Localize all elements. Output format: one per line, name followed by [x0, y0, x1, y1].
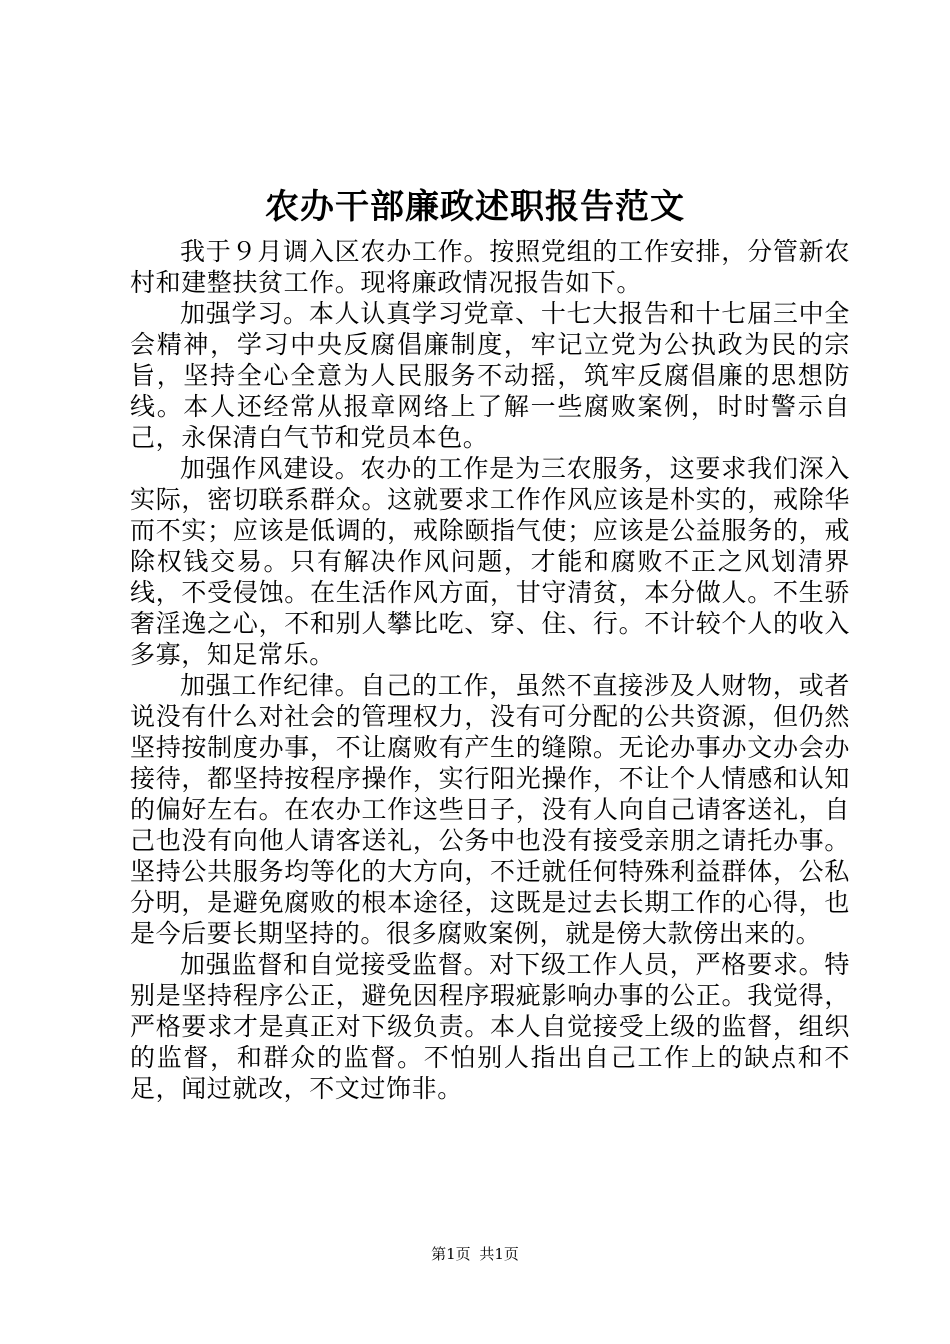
paragraph-intro: 我于９月调入区农办工作。按照党组的工作安排，分管新农村和建整扶贫工作。现将廉政情况报告如下。 — [130, 237, 850, 297]
document-title: 农办干部廉政述职报告范文 — [265, 187, 685, 227]
paragraph-study: 加强学习。本人认真学习党章、十七大报告和十七届三中全会精神，学习中央反腐倡廉制度，牢记立党为公执政为民的宗旨，坚持全心全意为人民服务不动摇，筑牢反腐倡廉的思想防线。本人还经常从报章网络上了解一些腐败案例，时时警示自己，永保清白气节和党员本色。 — [130, 299, 850, 452]
document-body — [130, 236, 850, 1104]
page-total: 共1页 — [479, 1245, 519, 1263]
page-number: 第1页 — [431, 1245, 471, 1263]
paragraph-supervision: 加强监督和自觉接受监督。对下级工作人员，严格要求。特别是坚持程序公正，避免因程序瑕疵影响办事的公正。我觉得，严格要求才是真正对下级负责。本人自觉接受上级的监督，组织的监督，和群众的监督。不怕别人指出自己工作上的缺点和不足，闻过就改，不文过饰非。 — [130, 950, 850, 1103]
paragraph-discipline: 加强工作纪律。自己的工作，虽然不直接涉及人财物，或者说没有什么对社会的管理权力，没有可分配的公共资源，但仍然坚持按制度办事，不让腐败有产生的缝隙。无论办事办文办会办接待，都坚持按程序操作，实行阳光操作，不让个人情感和认知的偏好左右。在农办工作这些日子，没有人向自己请客送礼，自己也没有向他人请客送礼，公务中也没有接受亲朋之请托办事。坚持公共服务均等化的大方向，不迁就任何特殊利益群体，公私分明，是避免腐败的根本途径，这既是过去长期工作的心得，也是今后要长期坚持的。很多腐败案例，就是傍大款傍出来的。 — [130, 671, 850, 948]
page-footer — [0, 1244, 950, 1264]
paragraph-work-style: 加强作风建设。农办的工作是为三农服务，这要求我们深入实际，密切联系群众。这就要求工作作风应该是朴实的，戒除华而不实；应该是低调的，戒除颐指气使；应该是公益服务的，戒除权钱交易。只有解决作风问题，才能和腐败不正之风划清界线，不受侵蚀。在生活作风方面，甘守清贫，本分做人。不生骄奢淫逸之心，不和别人攀比吃、穿、住、行。不计较个人的收入多寡，知足常乐。 — [130, 454, 850, 669]
